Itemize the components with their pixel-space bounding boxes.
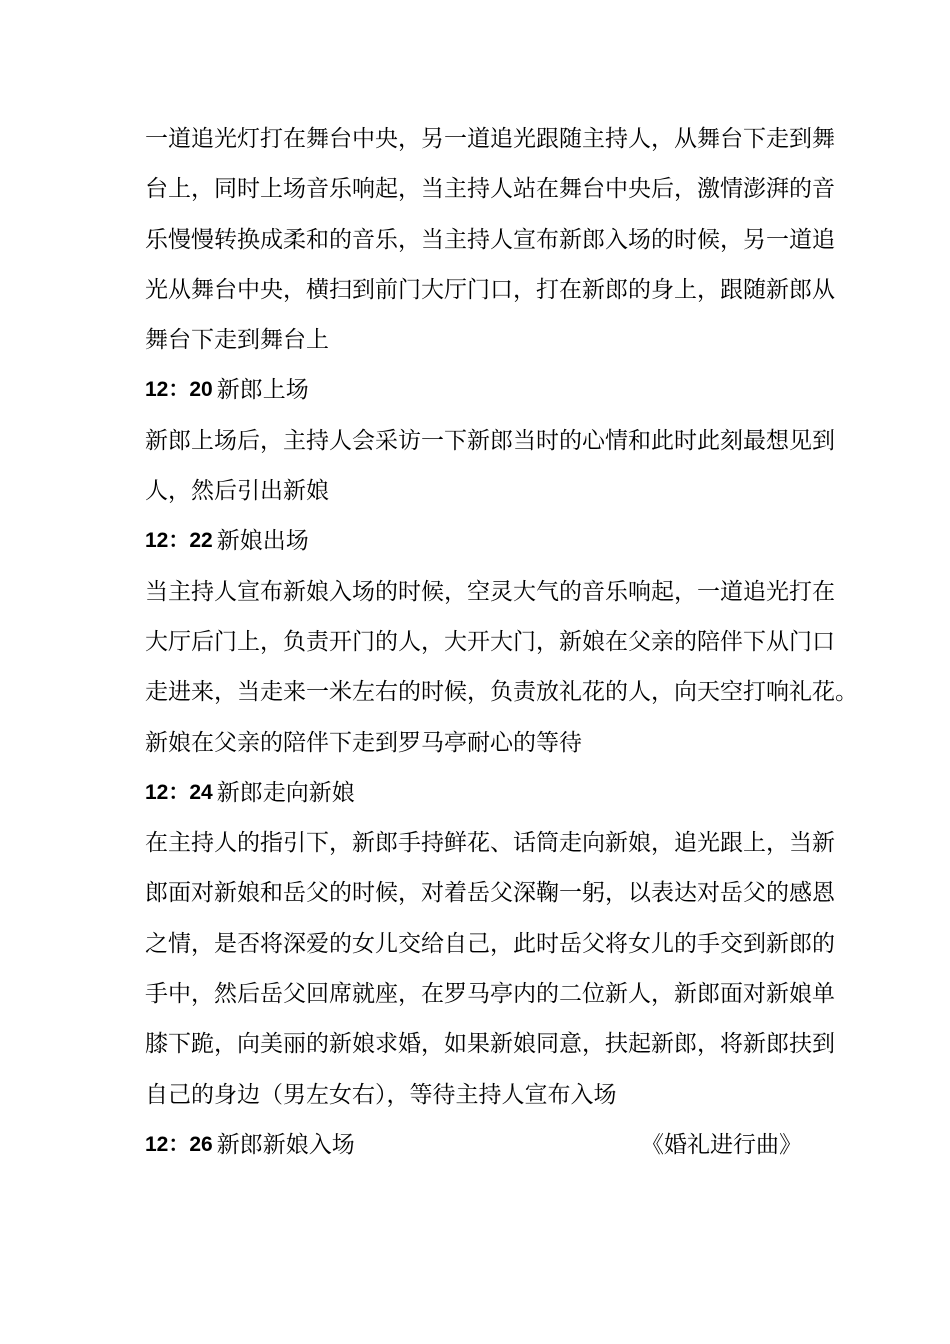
time-hour: 12 [145,1132,169,1156]
time-minute: 20 [189,378,213,402]
time-separator: ： [168,529,190,553]
event-title: 新娘出场 [216,528,309,555]
time-separator: ： [168,378,190,402]
schedule-heading [145,516,810,566]
time-hour: 12 [145,529,169,553]
schedule-heading [145,1120,810,1170]
text-line: 一道追光灯打在舞台中央，另一道追光跟随主持人，从舞台下走到舞 [145,126,835,152]
time-minute: 22 [189,529,213,553]
paragraph-spotlight-intro [145,114,835,365]
text-line: 自己的身边（男左女右），等待主持人宣布入场 [145,1081,617,1108]
text-line: 手中，然后岳父回席就座，在罗马亭内的二位新人，新郎面对新娘单 [145,981,835,1008]
time-hour: 12 [145,780,169,804]
text-line: 舞台下走到舞台上 [145,327,329,354]
text-line: 在主持人的指引下，新郎手持鲜花、话筒走向新娘，追光跟上，当新 [145,830,835,857]
text-line: 台上，同时上场音乐响起，当主持人站在舞台中央后，激情澎湃的音 [145,176,835,203]
text-line: 膝下跪，向美丽的新娘求婚，如果新娘同意，扶起新郎，将新郎扶到 [145,1031,835,1058]
time-minute: 26 [189,1132,213,1156]
text-line: 乐慢慢转换成柔和的音乐，当主持人宣布新郎入场的时候，另一道追 [145,226,835,253]
time-minute: 24 [189,780,213,804]
text-line: 人，然后引出新娘 [145,478,329,505]
text-line: 郎面对新娘和岳父的时候，对着岳父深鞠一躬，以表达对岳父的感恩 [145,880,835,907]
event-title: 新郎上场 [216,377,309,404]
document-page [145,114,858,1170]
schedule-heading [145,768,810,818]
paragraph-proposal [145,818,835,1120]
paragraph-groom-interview [145,416,835,517]
time-separator: ： [168,1132,190,1156]
text-line: 大厅后门上，负责开门的人，大开大门，新娘在父亲的陪伴下从门口 [145,628,835,655]
text-line: 走进来，当走来一米左右的时候，负责放礼花的人，向天空打响礼花。 [145,679,858,706]
paragraph-bride-entrance [145,567,858,768]
music-title: 《婚礼进行曲》 [641,1131,802,1158]
schedule-heading [145,365,810,415]
text-line: 新郎上场后，主持人会采访一下新郎当时的心情和此时此刻最想见到 [145,427,835,454]
event-title: 新郎走向新娘 [216,779,355,806]
text-line: 之情，是否将深爱的女儿交给自己，此时岳父将女儿的手交到新郎的 [145,930,835,957]
time-separator: ： [168,780,190,804]
event-title: 新郎新娘入场 [216,1131,355,1158]
text-line: 当主持人宣布新娘入场的时候，空灵大气的音乐响起，一道追光打在 [145,578,835,605]
text-line: 新娘在父亲的陪伴下走到罗马亭耐心的等待 [145,729,582,756]
text-line: 光从舞台中央，横扫到前门大厅门口，打在新郎的身上，跟随新郎从 [145,276,835,303]
time-hour: 12 [145,378,169,402]
